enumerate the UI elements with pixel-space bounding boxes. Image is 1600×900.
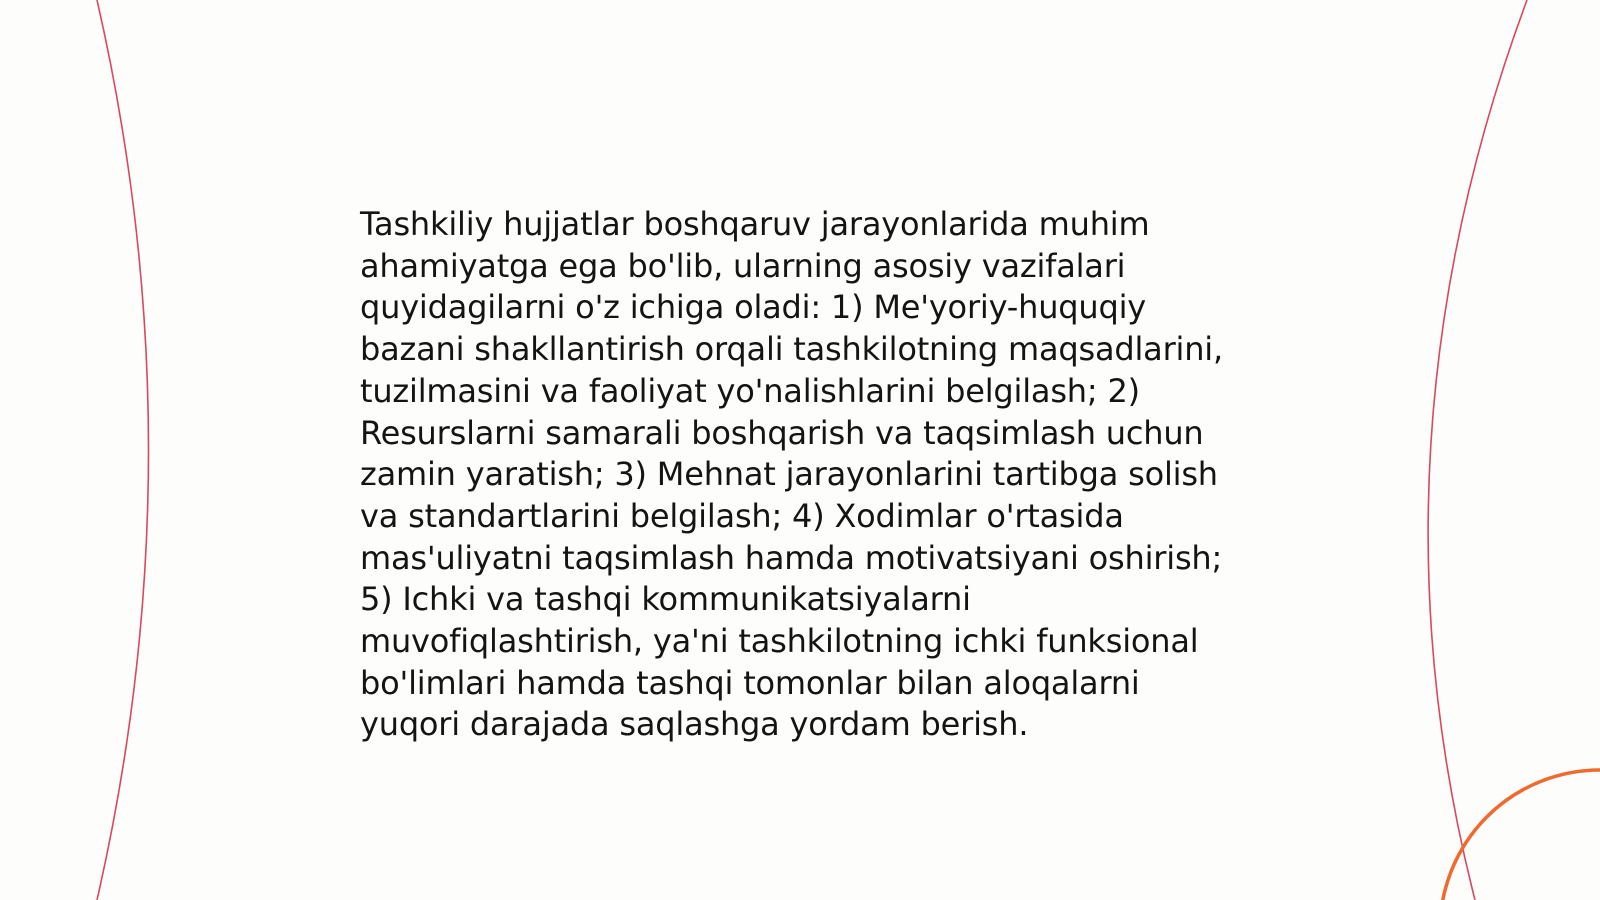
slide-body-text: Tashkiliy hujjatlar boshqaruv jarayonlarida muhim ahamiyatga ega bo'lib, ularning asosiy vazifalari quyidagilarni o'z ichiga oladi: 1) Me'yoriy-huquqiy bazani shakllantirish orqali tashkilotning maqsadlarini, tuzilmasini va faoliyat yo'nalishlarini belgilash; 2) Resurslarni samarali boshqarish va taqsimlash uchun zamin yaratish; 3) Mehnat jarayonlarini tartibga solish va standartlarini belgilash; 4) Xodimlar o'rtasida mas'uliyatni taqsimlash hamda motivatsiyani oshirish; 5) Ichki va tashqi kommunikatsiyalarni muvofiqlashtirish, ya'ni tashkilotning ichki funksional bo'limlari hamda tashqi tomonlar bilan aloqalarni yuqori darajada saqlashga yordam berish. [360,205,1223,744]
right-curve-line [1428,0,1527,900]
orange-accent-arc [1440,770,1600,900]
left-curve-line [97,0,149,900]
